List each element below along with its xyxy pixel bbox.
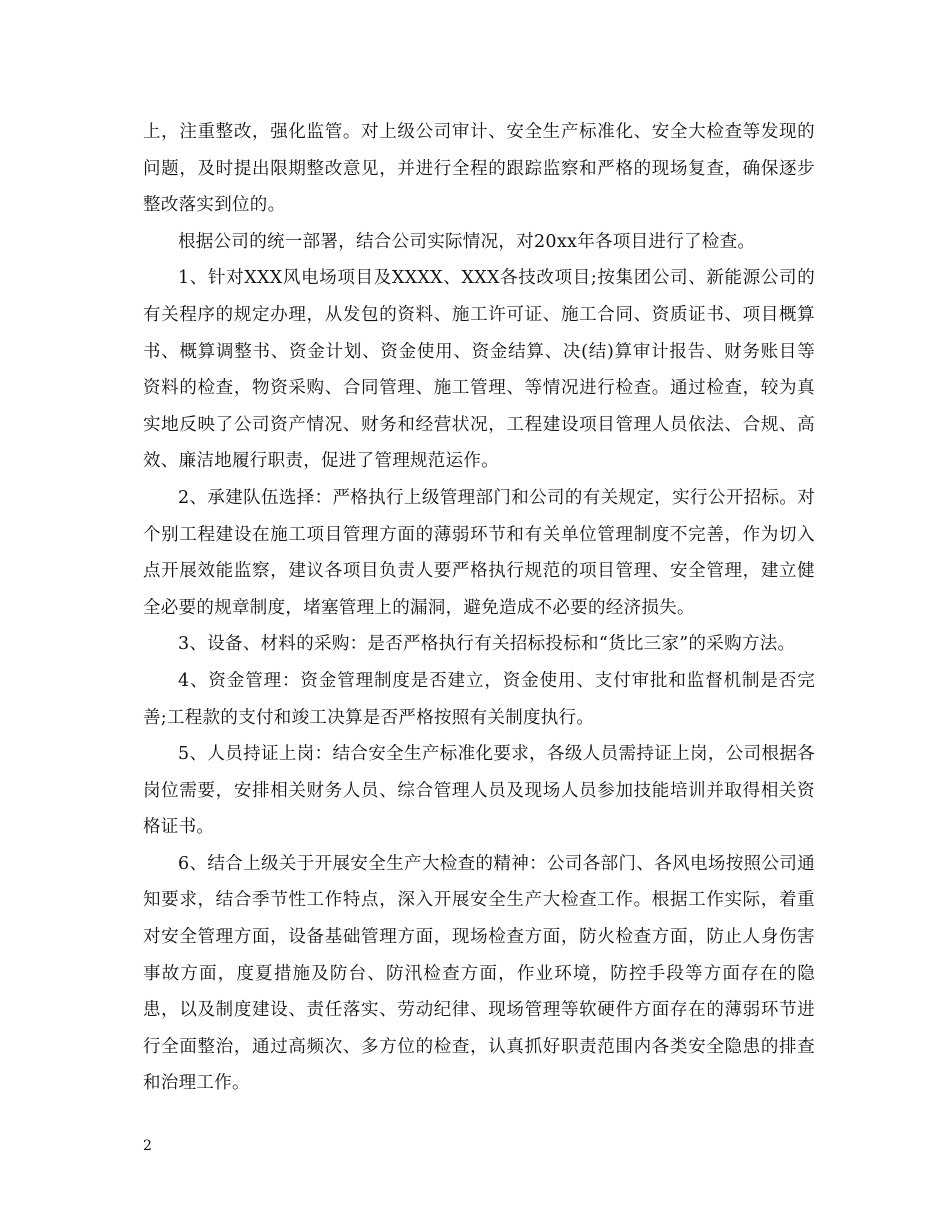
paragraph-continuation: 上，注重整改，强化监管。对上级公司审计、安全生产标准化、安全大检查等发现的问题，及时提出限期整改意见，并进行全程的跟踪监察和严格的现场复查，确保逐步整改落实到位的。 [143,122,815,216]
paragraph-item-4: 4、资金管理：资金管理制度是否建立，资金使用、支付审批和监督机制是否完善;工程款的支付和竣工决算是否严格按照有关制度执行。 [143,670,815,728]
paragraph-intro: 根据公司的统一部署，结合公司实际情况，对20xx年各项目进行了检查。 [178,231,756,252]
page-number: 2 [143,1138,152,1154]
paragraph-item-3: 3、设备、材料的采购：是否严格执行有关招标投标和“货比三家”的采购方法。 [178,634,796,655]
document-body [143,114,815,1102]
paragraph-item-5: 5、人员持证上岗：结合安全生产标准化要求，各级人员需持证上岗，公司根据各岗位需要，安排相关财务人员、综合管理人员及现场人员参加技能培训并取得相关资格证书。 [143,744,815,838]
paragraph-item-1: 1、针对XXX风电场项目及XXXX、XXX各技改项目;按集团公司、新能源公司的有关程序的规定办理，从发包的资料、施工许可证、施工合同、资质证书、项目概算书、概算调整书、资金计划、资金使用、资金结算、决(结)算审计报告、财务账目等资料的检查，物资采购、合同管理、施工管理、等情况进行检查。通过检查，较为真实地反映了公司资产情况、财务和经营状况，工程建设项目管理人员依法、合规、高效、廉洁地履行职责，促进了管理规范运作。 [143,268,815,472]
paragraph-item-2: 2、承建队伍选择：严格执行上级管理部门和公司的有关规定，实行公开招标。对个别工程建设在施工项目管理方面的薄弱环节和有关单位管理制度不完善，作为切入点开展效能监察，建议各项目负责人要严格执行规范的项目管理、安全管理，建立健全必要的规章制度，堵塞管理上的漏洞，避免造成不必要的经济损失。 [143,487,815,618]
paragraph-item-6: 6、结合上级关于开展安全生产大检查的精神：公司各部门、各风电场按照公司通知要求，结合季节性工作特点，深入开展安全生产大检查工作。根据工作实际，着重对安全管理方面，设备基础管理方面，现场检查方面，防火检查方面，防止人身伤害事故方面，度夏措施及防台、防汛检查方面，作业环境，防控手段等方面存在的隐患，以及制度建设、责任落实、劳动纪律、现场管理等软硬件方面存在的薄弱环节进行全面整治，通过高频次、多方位的检查，认真抓好职责范围内各类安全隐患的排查和治理工作。 [143,853,815,1094]
